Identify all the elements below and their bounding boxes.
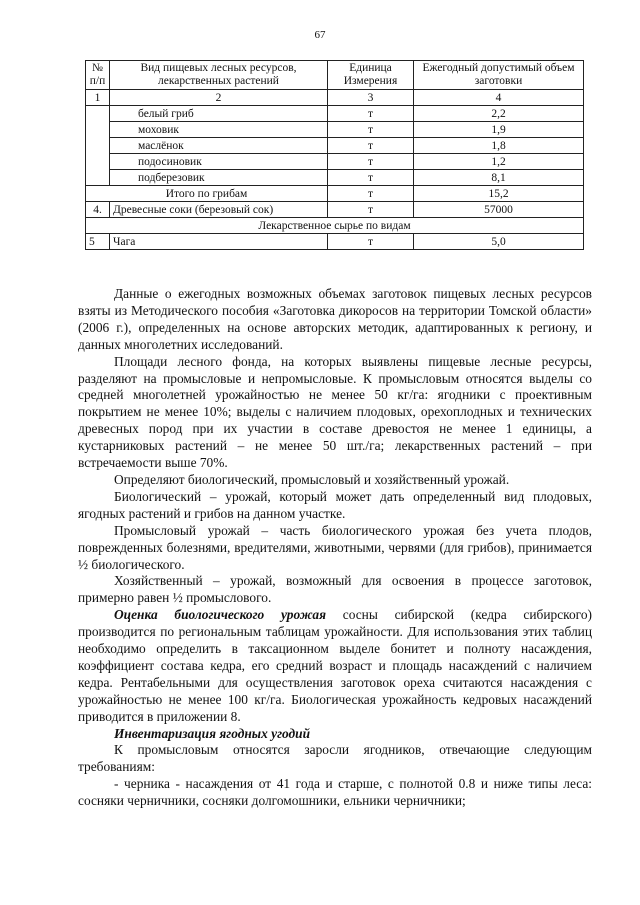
chaga-name: Чага	[110, 234, 328, 250]
list-item: - черника - насаждения от 41 года и старше, с полнотой 0.8 и ниже типы леса: сосняки черничники, сосняки долгомошники, ельники черничники;	[78, 776, 592, 809]
bold-term: Оценка биологического урожая	[114, 607, 326, 623]
body-text	[78, 286, 592, 810]
table-row	[86, 122, 584, 138]
medicinal-header-row	[86, 218, 584, 234]
total-unit: т	[328, 186, 414, 202]
table-row	[86, 154, 584, 170]
resource-name: моховик	[110, 122, 328, 138]
page-number: 67	[314, 29, 326, 41]
table-row	[86, 138, 584, 154]
table-row	[86, 106, 584, 122]
chaga-unit: т	[328, 234, 414, 250]
section-heading: Инвентаризация ягодных угодий	[114, 725, 311, 741]
table-row	[86, 170, 584, 186]
header-unit: Единица Измерения	[328, 61, 414, 90]
resource-value: 2,2	[414, 106, 584, 122]
column-number-row	[86, 90, 584, 106]
table-header-row	[86, 61, 584, 90]
mushroom-total-row	[86, 186, 584, 202]
paragraph-rest: сосны сибирской (кедра сибирского) производится по региональным таблицам урожайности. Для использования этих таблиц необходимо определить в таксационном выделе бонитет и полноту насаждения, коэффициент состава кедра, его средний возраст и площадь насаждений с наличием кедра. Рентабельными для осуществления заготовок ореха считаются насаждения с урожайностью не менее 100 кг/га. Биологическая урожайность кедровых насаждений приводится в приложении 8.	[78, 607, 592, 724]
col-num-2: 2	[110, 90, 328, 106]
sap-name: Древесные соки (березовый сок)	[110, 202, 328, 218]
total-value: 15,2	[414, 186, 584, 202]
sap-value: 57000	[414, 202, 584, 218]
paragraph: Данные о ежегодных возможных объемах заготовок пищевых лесных ресурсов взяты из Методического пособия «Заготовка дикоросов на территории Томской области» (2006 г.), определенных на основе авторских методик, адаптированных к региону, и данных многолетних исследований.	[78, 286, 592, 352]
resource-unit: т	[328, 138, 414, 154]
paragraph: Промысловый урожай – часть биологического урожая без учета плодов, поврежденных болезнями, вредителями, животными, червями (для грибов), принимается ½ биологического.	[78, 522, 592, 572]
resource-name: подосиновик	[110, 154, 328, 170]
header-annual-volume: Ежегодный допустимый объем заготовки	[414, 61, 584, 90]
resource-unit: т	[328, 154, 414, 170]
col-num-1: 1	[86, 90, 110, 106]
resource-unit: т	[328, 170, 414, 186]
mushroom-group-cell	[86, 106, 110, 186]
resource-name: маслёнок	[110, 138, 328, 154]
resource-value: 8,1	[414, 170, 584, 186]
header-number: № п/п	[86, 61, 110, 90]
resources-table	[85, 60, 584, 250]
paragraph: Биологический – урожай, который может дать определенный вид плодовых, ягодных растений и грибов на данном участке.	[78, 488, 592, 521]
resource-name: подберезовик	[110, 170, 328, 186]
resource-value: 1,2	[414, 154, 584, 170]
medicinal-header: Лекарственное сырье по видам	[86, 218, 584, 234]
paragraph	[78, 607, 592, 725]
chaga-value: 5,0	[414, 234, 584, 250]
resource-value: 1,9	[414, 122, 584, 138]
resource-unit: т	[328, 122, 414, 138]
paragraph: К промысловым относятся заросли ягодников, отвечающие следующим требованиям:	[78, 742, 592, 775]
chaga-number: 5	[86, 234, 110, 250]
sap-unit: т	[328, 202, 414, 218]
resource-name: белый гриб	[110, 106, 328, 122]
header-resource-type: Вид пищевых лесных ресурсов, лекарственных растений	[110, 61, 328, 90]
paragraph: Определяют биологический, промысловый и хозяйственный урожай.	[114, 471, 510, 487]
paragraph: Хозяйственный – урожай, возможный для освоения в процессе заготовок, примерно равен ½ промыслового.	[78, 573, 592, 606]
total-label: Итого по грибам	[86, 186, 328, 202]
resource-unit: т	[328, 106, 414, 122]
chaga-row	[86, 234, 584, 250]
resource-value: 1,8	[414, 138, 584, 154]
sap-number: 4.	[86, 202, 110, 218]
col-num-4: 4	[414, 90, 584, 106]
sap-row	[86, 202, 584, 218]
col-num-3: 3	[328, 90, 414, 106]
paragraph: Площади лесного фонда, на которых выявлены пищевые лесные ресурсы, разделяют на промысловые и непромысловые. К промысловым относятся выделы со средней многолетней урожайностью не менее 50 кг/га: ягодники с проективным покрытием не менее 10%; выделы с наличием плодовых, орехоплодных и технических древесных пород при их участии в составе древостоя не менее 1 единицы, а кустарниковых растений – не менее 50 шт./га; лекарственных растений – при встречаемости выше 70%.	[78, 353, 592, 471]
